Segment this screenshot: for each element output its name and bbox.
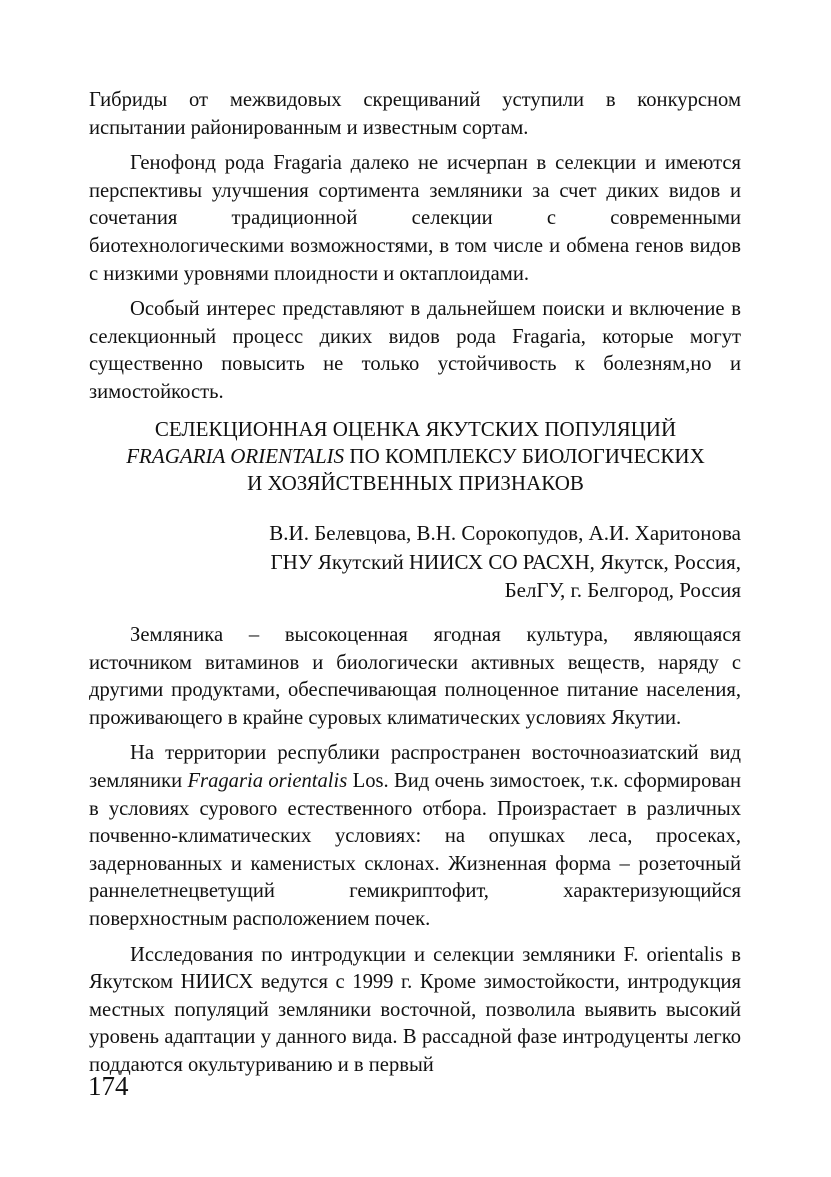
title-line-2-rest: ПО КОМПЛЕКСУ БИОЛОГИЧЕСКИХ xyxy=(344,444,705,468)
author-block xyxy=(269,519,741,605)
body-paragraph-1: Земляника – высокоценная ягодная культура, являющаяся источником витаминов и биологически активных веществ, наряду с другими продуктами, обеспечивающая полноценное питание населения, проживающего в крайне суровых климатических условиях Якутии. xyxy=(89,624,741,729)
affiliation-2: БелГУ, г. Белгород, Россия xyxy=(504,578,741,602)
article-body xyxy=(89,622,741,1080)
title-species-name: FRAGARIA ORIENTALIS xyxy=(126,444,345,468)
title-line-1: СЕЛЕКЦИОННАЯ ОЦЕНКА ЯКУТСКИХ ПОПУЛЯЦИЙ xyxy=(154,417,677,441)
page-number: 174 xyxy=(88,1071,129,1101)
body-species-name: Fragaria orientalis xyxy=(187,769,348,792)
intro-paragraph-1: Гибриды от межвидовых скрещиваний уступили в конкурсном испытании районированным и известным сортам. xyxy=(89,89,741,139)
author-names: В.И. Белевцова, В.Н. Сорокопудов, А.И. Харитонова xyxy=(269,521,741,545)
title-line-3: И ХОЗЯЙСТВЕННЫХ ПРИЗНАКОВ xyxy=(247,471,584,495)
body-paragraph-2-start: На территории республики распространен восточноазиатский вид земляники xyxy=(89,742,741,792)
body-paragraph-3: Исследования по интродукции и селекции земляники F. orientalis в Якутском НИИСХ ведутся с 1999 г. Кроме зимостойкости, интродукция местных популяций земляники восточной, позволила выявить высокий уровень адаптации у данного вида. В рассадной фазе интродуценты легко поддаются окультуриванию и в первый xyxy=(89,943,741,1076)
body-paragraph-2 xyxy=(89,740,741,933)
article-title xyxy=(60,416,771,497)
affiliation-1: ГНУ Якутский НИИСХ СО РАСХН, Якутск, Россия, xyxy=(270,549,741,574)
intro-section xyxy=(89,87,741,407)
intro-paragraph-3: Особый интерес представляют в дальнейшем поиски и включение в селекционный процесс диких видов рода Fragaria, которые могут существенно повысить не только устойчивость к болезням,но и зимостойкость. xyxy=(89,298,741,403)
title-line-2 xyxy=(60,443,771,470)
intro-paragraph-2: Генофонд рода Fragaria далеко не исчерпан в селекции и имеются перспективы улучшения сортимента земляники за счет диких видов и сочетания традиционной селекции с современными биотехнологическими возможностями, в том числе и обмена генов видов с низкими уровнями плоидности и октаплоидами. xyxy=(89,152,741,285)
body-paragraph-2-rest: Los. Вид очень зимостоек, т.к. сформирован в условиях сурового естественного отбора. Произрастает в различных почвенно-климатических условиях: на опушках леса, просеках, задернованных и каменистых склонах. Жизненная форма – розеточный раннелетнецветущий гемикриптофит, характеризующийся поверхностным расположением почек. xyxy=(89,769,741,930)
